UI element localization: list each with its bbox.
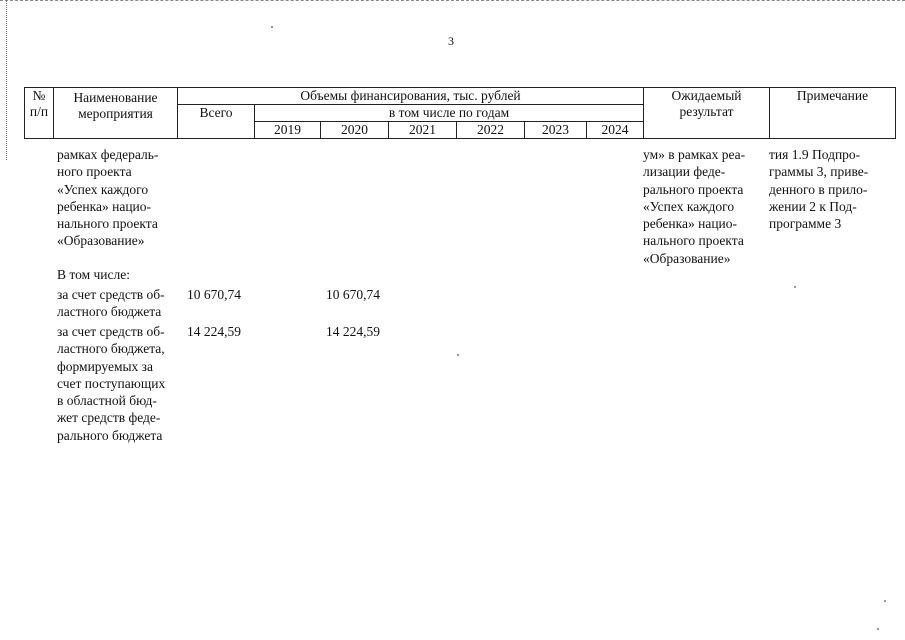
scan-speck [877, 628, 879, 630]
note-continuation-text: тия 1.9 Подпро- граммы 3, приве- денного в прило- жении 2 к Под- программе 3 [769, 147, 869, 232]
header-year-cell [255, 122, 321, 139]
result-continuation-text: ум» в рамках реа- лизации феде- рального проекта «Успех каждого ребенка» нацио- нального проекта «Образование» [643, 147, 746, 266]
header-year-label: 2023 [542, 122, 569, 137]
scan-speck [271, 26, 273, 28]
scan-left-edge [6, 0, 17, 160]
header-result-cell [644, 88, 770, 139]
header-name-cell [54, 88, 178, 139]
name-continuation-text: рамках федераль- ного проекта «Успех каждого ребенка» нацио- нального проекта «Образование» [57, 147, 159, 249]
including-label: В том числе: [57, 267, 130, 282]
funding-row-2020: 10 670,74 [326, 287, 380, 302]
funding-row-total: 10 670,74 [187, 287, 241, 302]
header-year-cell [457, 122, 525, 139]
funding-row-total: 14 224,59 [187, 324, 241, 339]
table-header [24, 87, 896, 139]
header-year-cell [587, 122, 644, 139]
funding-row-label: за счет средств об- ластного бюджета, формируемых за счет поступающих в областной бюд- жет средств феде- рального бюджета [57, 324, 166, 443]
header-result-label: Ожидаемый результат [671, 88, 742, 119]
header-by-years-cell [255, 105, 644, 122]
header-name-label: Наименование мероприятия [73, 90, 158, 121]
header-year-label: 2024 [601, 122, 629, 137]
header-year-label: 2021 [409, 122, 436, 137]
header-year-cell [525, 122, 587, 139]
header-year-label: 2020 [341, 122, 368, 137]
scan-speck [884, 600, 886, 602]
header-number-cell [25, 88, 54, 139]
header-year-cell [389, 122, 457, 139]
header-year-label: 2022 [477, 122, 504, 137]
header-year-cell [321, 122, 389, 139]
scan-top-edge [0, 0, 905, 3]
header-funding-label: Объемы финансирования, тыс. рублей [300, 88, 521, 103]
header-total-cell [178, 105, 255, 139]
page-number: 3 [448, 34, 454, 48]
header-note-cell [770, 88, 896, 139]
scan-speck [794, 286, 796, 288]
header-funding-cell [178, 88, 644, 105]
header-number-label: № п/п [29, 88, 49, 119]
header-by-years-label: в том числе по годам [388, 105, 510, 120]
header-year-label: 2019 [274, 122, 301, 137]
funding-row-label: за счет средств об- ластного бюджета [57, 287, 165, 320]
scan-speck [457, 354, 459, 356]
header-note-label: Примечание [796, 88, 869, 103]
header-total-label: Всего [199, 105, 233, 120]
funding-row-2020: 14 224,59 [326, 324, 380, 339]
